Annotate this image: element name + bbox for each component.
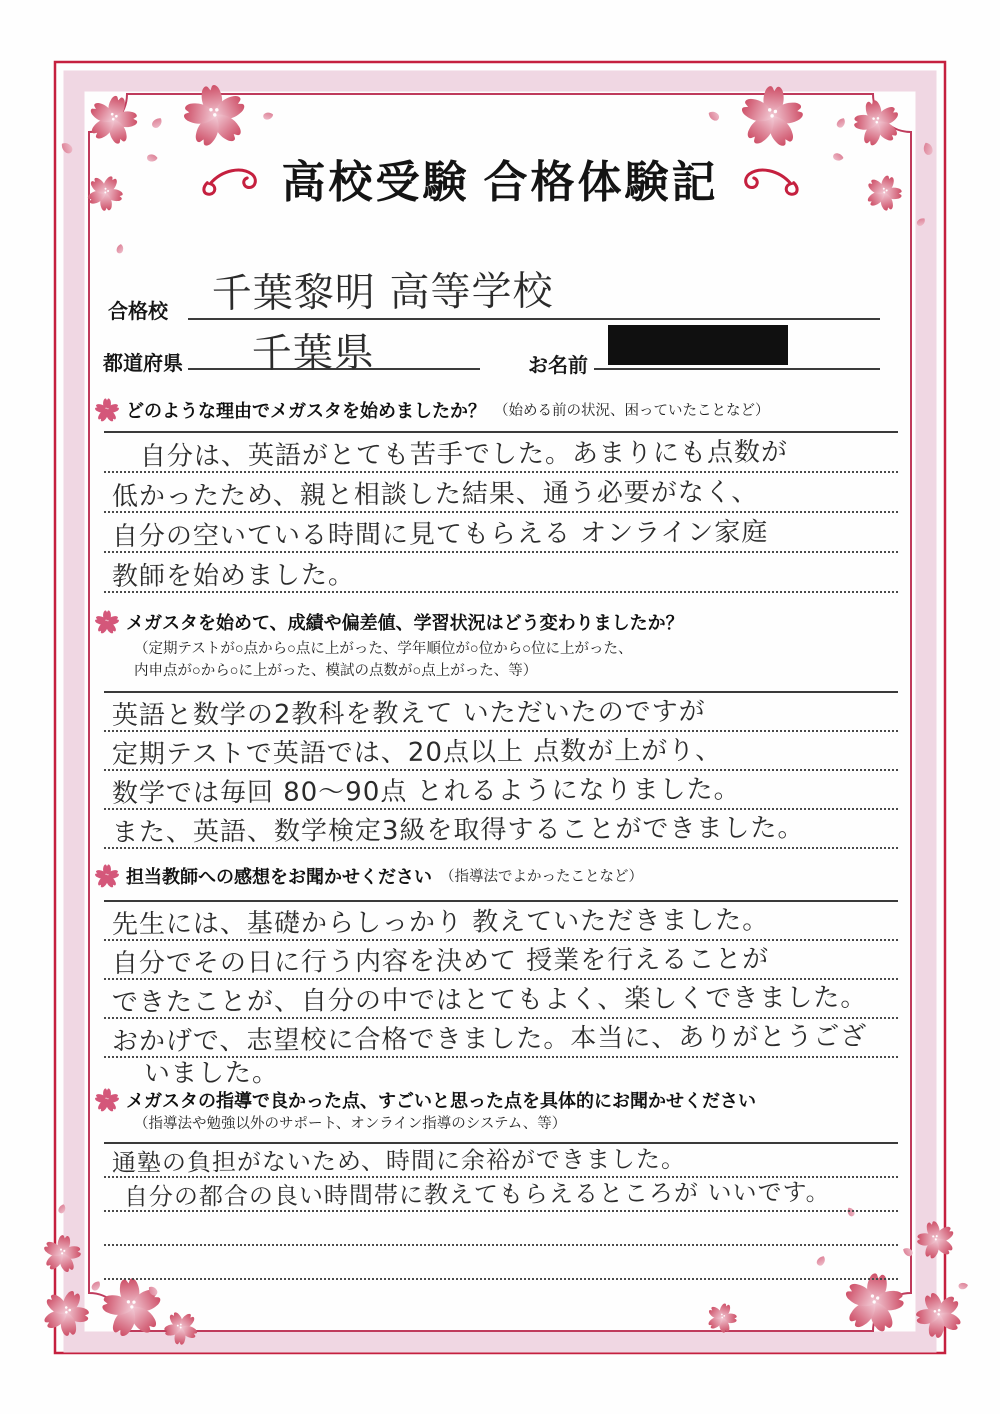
handwritten-text: 自分は、英語がとても苦手でした。あまりにも点数が — [139, 437, 789, 472]
sakura-bullet-icon — [94, 862, 120, 889]
handwritten-text: おかげで、志望校に合格できました。本当に、ありがとうござ — [111, 1021, 868, 1057]
handwritten-text: いました。 — [143, 1058, 280, 1089]
question-note: （始める前の状況、困っていたことなど） — [494, 403, 770, 419]
answer-block-2 — [104, 691, 898, 849]
handwritten-text: 数学では毎回 80〜90点 とれるようになりました。 — [111, 774, 741, 809]
sakura-petal-icon — [263, 111, 274, 120]
sakura-petal-icon — [958, 1282, 968, 1290]
name-redaction-box — [608, 325, 788, 365]
sakura-bullet-icon — [94, 608, 120, 635]
handwritten-text: 自分でその日に行う内容を決めて 授業を行えることが — [111, 944, 770, 979]
page-title: 高校受験 合格体験記 — [281, 158, 719, 207]
answer-line — [104, 433, 898, 473]
answer-line — [104, 941, 898, 980]
answer-line — [104, 771, 898, 810]
question-text: 担当教師への感想をお聞かせください — [126, 866, 432, 887]
answer-line — [104, 732, 898, 771]
answer-line — [104, 553, 898, 593]
sakura-flower-icon — [82, 90, 143, 150]
section-2-heading — [94, 608, 684, 635]
handwritten-text: 英語と数学の2教科を教えて いただいたのですが — [111, 696, 706, 731]
section-3-heading — [94, 862, 643, 889]
sakura-petal-icon — [707, 110, 721, 123]
name-field-underline — [594, 368, 880, 370]
sakura-petal-icon — [835, 116, 846, 129]
answer-line — [104, 473, 898, 513]
question-text: メガスタの指導で良かった点、すごいと思った点を具体的にお聞かせください — [126, 1090, 756, 1111]
question-note: （指導法でよかったことなど） — [440, 869, 643, 885]
answer-block-1 — [104, 431, 898, 593]
prefecture-field-label: 都道府県 — [103, 353, 183, 375]
answer-line — [104, 902, 898, 941]
sakura-bullet-icon — [94, 1086, 120, 1113]
handwritten-text: また、英語、数学検定3級を取得することができました。 — [111, 813, 805, 848]
question-text: どのような理由でメガスタを始めましたか？ — [126, 400, 486, 421]
answer-line — [104, 1212, 898, 1246]
sakura-flower-icon — [848, 95, 906, 151]
sakura-petal-icon — [116, 244, 124, 254]
sakura-bullet-icon — [94, 396, 120, 423]
school-field-value: 千葉黎明 高等学校 — [211, 268, 554, 318]
handwritten-text: 教師を始めました。 — [111, 560, 356, 592]
answer-line — [104, 810, 898, 849]
handwritten-text: 自分の空いている時間に見てもらえる オンライン家庭 — [111, 517, 769, 552]
answer-line — [104, 1019, 898, 1058]
section-4-heading — [94, 1086, 756, 1113]
handwritten-text: 自分の都合の良い時間帯に教えてもらえるところが いいです。 — [123, 1178, 831, 1211]
answer-line — [104, 980, 898, 1019]
sakura-petal-icon — [150, 116, 163, 130]
answer-line — [104, 1246, 898, 1280]
flourish-icon — [194, 157, 270, 199]
answer-line — [104, 513, 898, 553]
prefecture-field-value: 千葉県 — [251, 330, 375, 378]
name-field-label: お名前 — [528, 355, 588, 377]
question-text: メガスタを始めて、成績や偏差値、学習状況はどう変わりましたか？ — [126, 612, 684, 633]
section-1-heading — [94, 396, 770, 423]
school-field-label: 合格校 — [108, 301, 168, 323]
sakura-petal-icon — [90, 1279, 102, 1292]
handwritten-text: 定期テストで英語では、20点以上 点数が上がり、 — [111, 735, 723, 770]
title-row — [0, 146, 1000, 210]
question-note: （定期テストが○点から○点に上がった、学年順位が○位から○位に上がった、 — [134, 641, 633, 657]
question-note: 内申点が○から○に上がった、模試の点数が○点上がった、等） — [134, 663, 538, 679]
flourish-icon — [731, 157, 807, 199]
question-note: （指導法や勉強以外のサポート、オンライン指導のシステム、等） — [134, 1116, 567, 1132]
sakura-petal-icon — [901, 1246, 914, 1257]
handwritten-text: できたことが、自分の中ではとてもよく、楽しくできました。 — [111, 982, 868, 1018]
handwritten-text: 先生には、基礎からしっかり 教えていただきました。 — [111, 905, 770, 940]
answer-block-3 — [104, 900, 898, 1090]
handwritten-text: 低かったため、親と相談した結果、通う必要がなく、 — [111, 477, 759, 512]
answer-line — [104, 1178, 898, 1212]
answer-block-4 — [104, 1142, 898, 1280]
handwritten-text: 通塾の負担がないため、時間に余裕ができました。 — [111, 1144, 687, 1177]
answer-line — [104, 693, 898, 732]
answer-line — [104, 1144, 898, 1178]
